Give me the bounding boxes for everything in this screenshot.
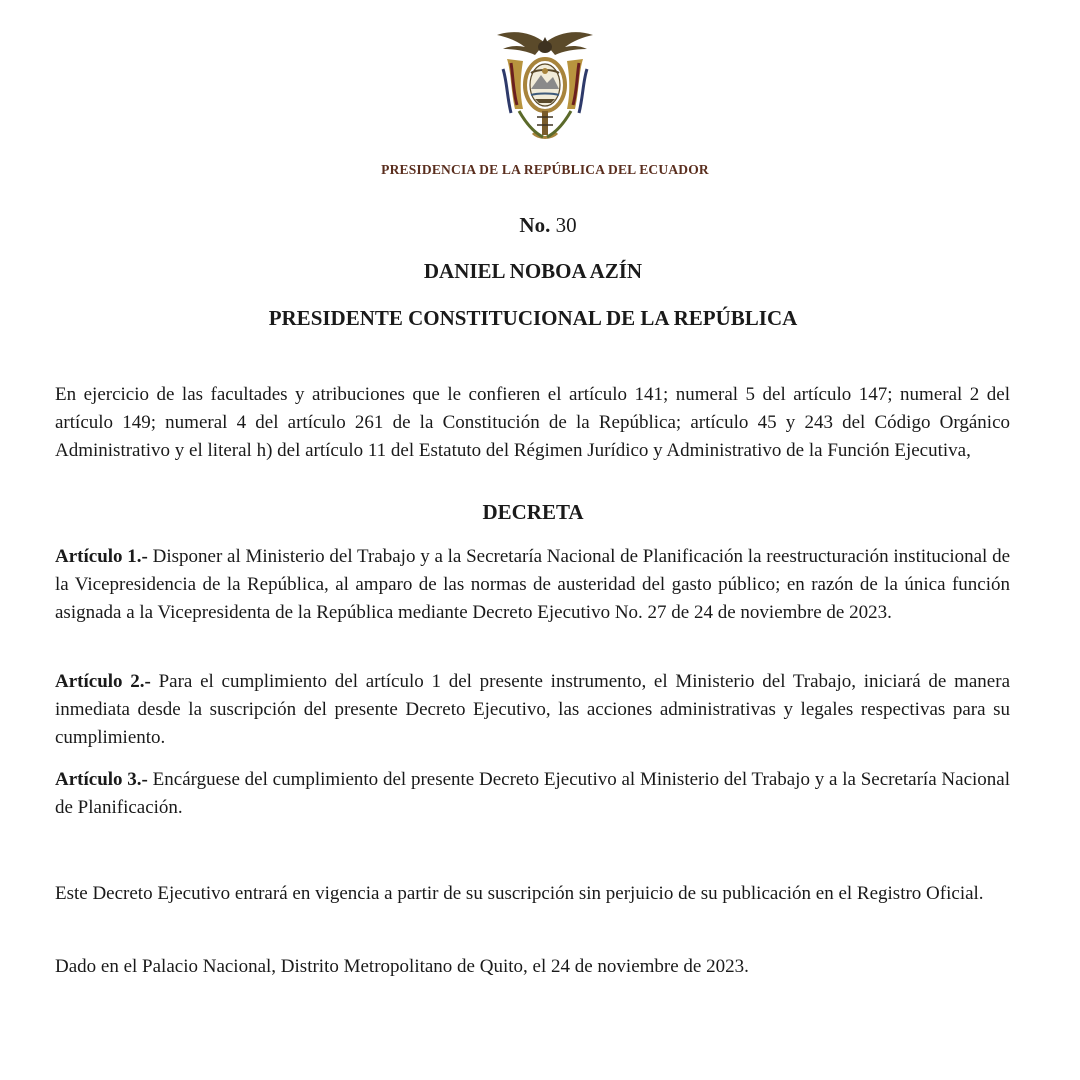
decreta-heading: DECRETA [482,500,584,524]
dado-paragraph: Dado en el Palacio Nacional, Distrito Metropolitano de Quito, el 24 de noviembre de 2023. [55,956,749,977]
institution-header: PRESIDENCIA DE LA REPÚBLICA DEL ECUADOR [381,162,709,177]
preamble-paragraph: En ejercicio de las facultades y atribuciones que le confieren el artículo 141; numeral 5 del artículo 147; numeral 2 del artículo 149; numeral 4 del artículo 261 de la Constitución de la República; artículo 45 y 243 del Código Orgánico Administrativo y el literal h) del artículo 11 del Estatuto del Régimen Jurídico y Administrativo de la Función Ejecutiva, [55,384,1010,461]
article-3-text: Encárguese del cumplimiento del presente Decreto Ejecutivo al Ministerio del Trabajo y a la Secretaría Nacional de Planificación. [55,769,1010,818]
article-1 [55,543,1010,627]
president-name: DANIEL NOBOA AZÍN [423,259,643,283]
article-1-title: Artículo 1.- [55,546,148,567]
article-2-title: Artículo 2.- [55,671,151,692]
vigencia-paragraph: Este Decreto Ejecutivo entrará en vigencia a partir de su suscripción sin perjuicio de su publicación en el Registro Oficial. [55,883,984,904]
president-title: PRESIDENTE CONSTITUCIONAL DE LA REPÚBLICA [268,306,798,330]
decree-number-label: No. [519,213,551,237]
article-3-title: Artículo 3.- [55,769,148,790]
decree-number [0,213,1080,238]
article-2-text: Para el cumplimiento del artículo 1 del presente instrumento, el Ministerio del Trabajo, iniciará de manera inmediata desde la suscripción del presente Decreto Ejecutivo, las acciones administrativas y legales respectivas para su cumplimiento. [55,671,1011,748]
article-3 [55,766,1010,822]
coat-of-arms-icon [493,25,597,147]
article-1-text: Disponer al Ministerio del Trabajo y a la Secretaría Nacional de Planificación la reestructuración institucional de la Vicepresidencia de la República, al amparo de las normas de austeridad del gasto público; en razón de la única función asignada a la Vicepresidenta de la República mediante Decreto Ejecutivo No. 27 de 24 de noviembre de 2023. [55,546,1011,623]
article-2 [55,668,1010,752]
decree-number-value: 30 [555,213,577,237]
